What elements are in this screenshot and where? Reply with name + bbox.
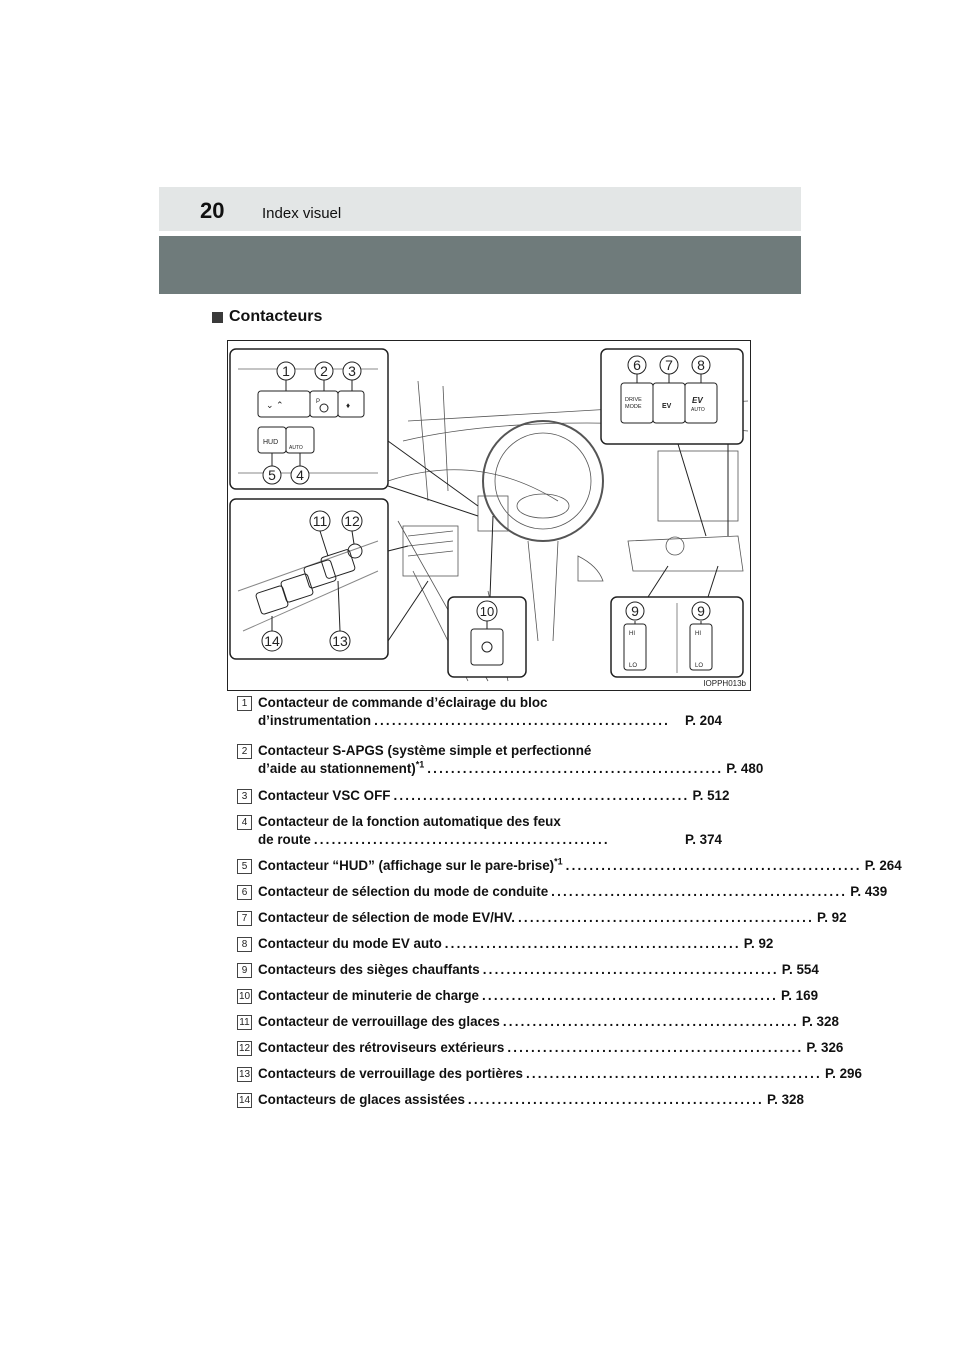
svg-text:EV: EV	[692, 396, 703, 405]
page-reference[interactable]: P. 296	[824, 1066, 862, 1081]
item-text: de route	[258, 832, 311, 847]
item-text: Contacteur de verrouillage des glaces	[258, 1014, 500, 1029]
item-text: Contacteur S-APGS (système simple et perfectionné	[258, 743, 592, 758]
footnote-mark: *1	[415, 759, 425, 770]
item-number: 8	[237, 937, 252, 952]
page-reference[interactable]: P. 554	[781, 962, 819, 977]
list-item: Contacteur de sélection de mode EV/HV. .................................................. P. 92	[258, 910, 847, 925]
svg-text:10: 10	[479, 604, 495, 619]
callout-11	[310, 511, 330, 531]
svg-text:2: 2	[320, 363, 328, 379]
callout-9-left	[626, 602, 644, 620]
callout-13	[330, 631, 350, 651]
svg-text:P: P	[316, 399, 321, 405]
svg-text:HI: HI	[695, 631, 701, 637]
list-item: Contacteur du mode EV auto .................................................. P. 92	[258, 936, 774, 951]
inset-drive-mode-switches	[601, 349, 743, 444]
svg-text:3: 3	[348, 363, 356, 379]
callout-8	[692, 356, 710, 374]
list-item: Contacteurs de verrouillage des portières .................................................. P. 296	[258, 1066, 862, 1081]
callout-12	[342, 511, 362, 531]
item-number: 4	[237, 815, 252, 830]
item-text: Contacteur VSC OFF	[258, 788, 391, 803]
figure-code: IOPPH013b	[703, 679, 746, 688]
svg-text:AUTO: AUTO	[691, 407, 705, 413]
page-reference[interactable]: P. 92	[817, 910, 847, 925]
item-number: 10	[238, 991, 251, 1002]
page-reference[interactable]: P. 480	[726, 761, 764, 776]
item-text: d’instrumentation	[258, 713, 372, 728]
item-text: Contacteurs des sièges chauffants	[258, 962, 480, 977]
item-number: 11	[237, 1015, 252, 1030]
page-reference[interactable]: P. 328	[801, 1014, 839, 1029]
svg-text:⌄ ⌃: ⌄ ⌃	[266, 400, 284, 410]
item-number: 14	[238, 1095, 251, 1106]
section-heading	[212, 307, 322, 327]
page-reference[interactable]: P. 439	[850, 884, 888, 899]
item-text: Contacteur de sélection du mode de conduite	[258, 884, 549, 899]
page-reference[interactable]: P. 328	[766, 1092, 804, 1107]
svg-text:14: 14	[264, 633, 280, 649]
svg-text:1: 1	[282, 363, 290, 379]
item-text: Contacteurs de glaces assistées	[258, 1092, 465, 1107]
item-number: 1	[237, 696, 252, 711]
svg-text:9: 9	[697, 603, 705, 619]
callout-14	[262, 631, 282, 651]
item-text: Contacteur de sélection de mode EV/HV.	[258, 910, 515, 925]
item-text: Contacteur du mode EV auto	[258, 936, 442, 951]
footnote-mark: *1	[554, 856, 563, 867]
dashboard-illustration	[227, 340, 751, 691]
header-band	[159, 236, 801, 294]
item-number: 6	[237, 885, 252, 900]
svg-text:HI: HI	[629, 631, 635, 637]
svg-text:8: 8	[697, 357, 705, 373]
list-item: Contacteur de commande d’éclairage du bloc d’instrumentation .................................................. P. 204	[258, 695, 722, 728]
svg-text:11: 11	[312, 513, 328, 529]
list-item: Contacteur S-APGS (système simple et perfectionné d’aide au stationnement)$^{*1}$ .................................................. P. 480	[258, 743, 764, 776]
callout-5	[263, 466, 281, 484]
svg-text:9: 9	[631, 603, 639, 619]
item-number: 7	[237, 911, 252, 926]
list-item: Contacteur “HUD” (affichage sur le pare-brise)$^{*1}$ .................................................. P. 264	[258, 856, 902, 873]
item-text: Contacteur des rétroviseurs extérieurs	[258, 1040, 505, 1055]
page-reference[interactable]: P. 264	[864, 858, 902, 873]
page-reference[interactable]: P. 92	[743, 936, 774, 951]
header-bar	[159, 187, 801, 231]
callout-7	[660, 356, 678, 374]
item-text: Contacteurs de verrouillage des portières	[258, 1066, 523, 1081]
page-number: 20	[200, 198, 225, 223]
header-title: Index visuel	[262, 205, 342, 222]
item-text: Contacteur de commande d’éclairage du bloc	[258, 695, 548, 710]
svg-text:DRIVE: DRIVE	[625, 397, 642, 403]
item-number: 5	[237, 859, 252, 874]
list-item: Contacteur de verrouillage des glaces .................................................. P. 328	[258, 1014, 839, 1029]
section-square-icon	[212, 312, 223, 323]
svg-text:12: 12	[344, 513, 360, 529]
callout-4	[291, 466, 309, 484]
item-text: Contacteur de minuterie de charge	[258, 988, 479, 1003]
page-reference[interactable]: P. 169	[781, 988, 819, 1003]
item-number: 13	[238, 1069, 251, 1080]
item-text: Contacteur de la fonction automatique des feux	[258, 814, 561, 829]
inset-door-switches	[230, 499, 388, 659]
svg-text:6: 6	[633, 357, 641, 373]
list-item: Contacteur de sélection du mode de conduite .................................................. P. 439	[258, 884, 888, 899]
svg-text:13: 13	[332, 633, 348, 649]
svg-text:AUTO: AUTO	[289, 445, 303, 451]
list-item: Contacteur de minuterie de charge .................................................. P. 169	[258, 988, 819, 1003]
dashboard-drawing	[228, 341, 750, 690]
page-reference[interactable]: P. 374	[685, 832, 722, 847]
list-item: Contacteurs des sièges chauffants .................................................. P. 554	[258, 962, 819, 977]
svg-text:7: 7	[665, 357, 673, 373]
callout-3	[343, 362, 361, 380]
svg-text:MODE: MODE	[625, 404, 642, 410]
svg-text:5: 5	[268, 467, 276, 483]
callout-1	[277, 362, 295, 380]
item-number: 12	[238, 1043, 251, 1054]
page-reference[interactable]: P. 204	[685, 713, 722, 728]
list-item: Contacteur VSC OFF .................................................. P. 512	[258, 788, 730, 803]
svg-text:4: 4	[296, 467, 304, 483]
list-item: Contacteur des rétroviseurs extérieurs .................................................. P. 326	[258, 1040, 844, 1055]
callout-9-right	[692, 602, 710, 620]
inset-seat-heater-switches	[611, 597, 743, 677]
list-item: Contacteur de la fonction automatique des feux de route .................................................. P. 374	[258, 814, 722, 847]
svg-text:EV: EV	[662, 403, 672, 410]
callout-6	[628, 356, 646, 374]
svg-text:♦: ♦	[346, 401, 351, 410]
item-number: 2	[237, 744, 252, 759]
list-item: Contacteurs de glaces assistées .................................................. P. 328	[258, 1092, 804, 1107]
item-text: d’aide au stationnement)	[258, 761, 416, 776]
page-reference[interactable]: P. 512	[692, 788, 730, 803]
section-title: Contacteurs	[229, 308, 323, 325]
page-reference[interactable]: P. 326	[806, 1040, 844, 1055]
item-number: 3	[237, 789, 252, 804]
svg-text:LO: LO	[629, 663, 638, 669]
inset-charge-timer	[448, 597, 526, 677]
callout-10	[477, 601, 497, 621]
callout-2	[315, 362, 333, 380]
inset-instrument-switches	[230, 349, 388, 489]
item-number: 9	[237, 963, 252, 978]
svg-text:HUD: HUD	[263, 439, 279, 446]
item-text: Contacteur “HUD” (affichage sur le pare-brise)	[258, 858, 555, 873]
svg-text:LO: LO	[695, 663, 704, 669]
